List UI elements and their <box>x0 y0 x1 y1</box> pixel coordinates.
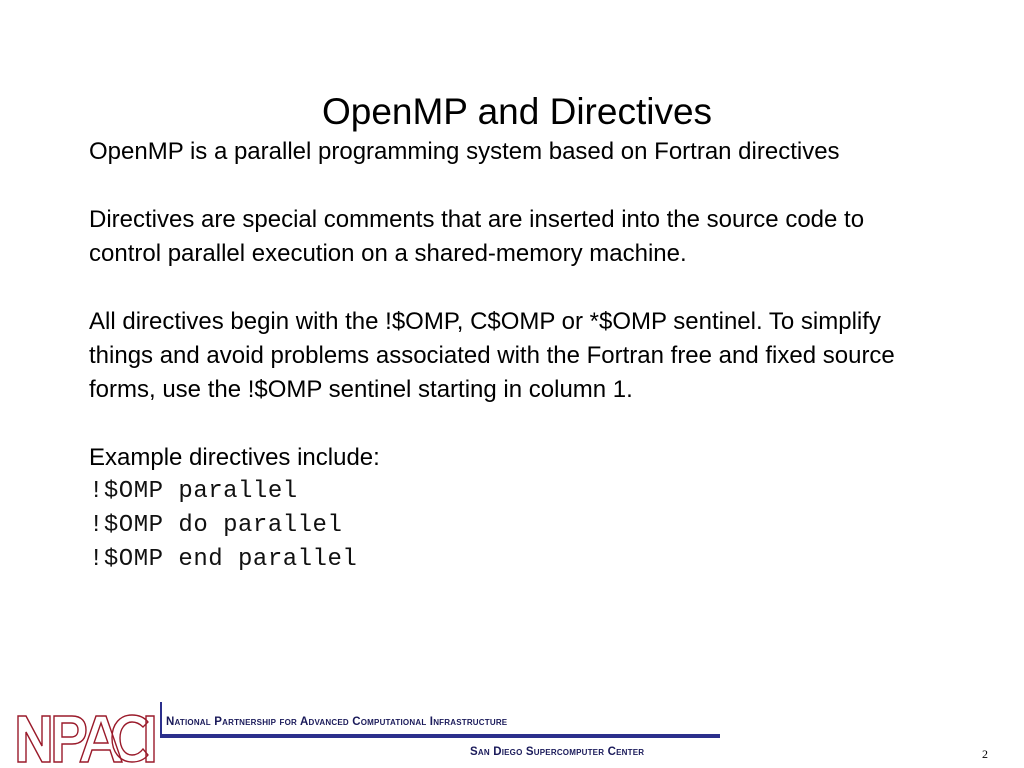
footer-divider <box>160 734 720 738</box>
spacer <box>89 169 929 203</box>
slide-title: OpenMP and Directives <box>321 91 713 132</box>
spacer <box>89 271 929 305</box>
footer-accent-line <box>160 702 162 736</box>
paragraph-sentinel: All directives begin with the !$OMP, C$OMP or *$OMP sentinel. To simplify things and avoid problems associated with the Fortran free and fixed source forms, use the !$OMP sentinel starting in column 1. <box>89 308 895 403</box>
footer-organization: National Partnership for Advanced Computational Infrastructure <box>166 716 508 728</box>
slide-body <box>89 135 929 577</box>
footer-center-name: San Diego Supercomputer Center <box>470 746 645 758</box>
paragraph-examples: Example directives include: <box>89 444 380 471</box>
code-line: !$OMP parallel <box>89 478 298 505</box>
paragraph-directives: Directives are special comments that are inserted into the source code to control parallel execution on a shared-memory machine. <box>89 206 865 267</box>
npaci-logo <box>16 710 158 764</box>
code-line: !$OMP do parallel <box>89 512 343 539</box>
code-line: !$OMP end parallel <box>89 546 358 573</box>
page-number: 2 <box>982 747 988 761</box>
paragraph-intro: OpenMP is a parallel programming system based on Fortran directives <box>89 138 840 165</box>
spacer <box>89 407 929 441</box>
